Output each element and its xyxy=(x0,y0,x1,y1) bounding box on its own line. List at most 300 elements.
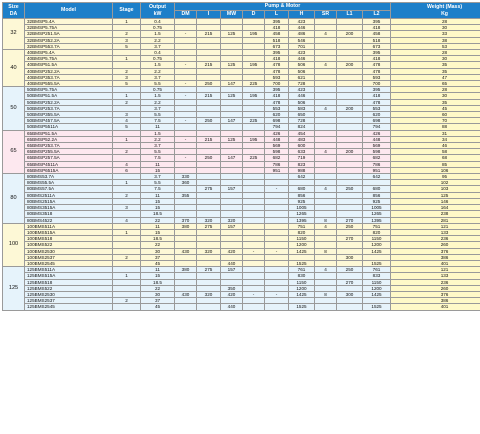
stage-cell: 4 xyxy=(113,161,141,167)
h-cell: 1525 xyxy=(289,304,315,310)
size-cell: 40 xyxy=(3,50,25,87)
l-cell: 786 xyxy=(265,161,289,167)
dm-cell xyxy=(175,304,197,310)
stage-cell: 3 xyxy=(113,112,141,118)
i-cell: 275 xyxy=(197,223,221,229)
kg-cell: 38 xyxy=(391,37,480,43)
mw-cell: 157 xyxy=(221,186,243,192)
h-cell: 423 xyxy=(289,19,315,25)
mw-cell: 157 xyxy=(221,223,243,229)
kg-cell: 28 xyxy=(391,19,480,25)
stage-cell: 2 xyxy=(113,68,141,74)
kg-cell: 103 xyxy=(391,186,480,192)
h-cell: 642 xyxy=(289,174,315,180)
kg-cell: 133 xyxy=(391,273,480,279)
size-cell: 65 xyxy=(3,130,25,173)
h-cell: 823 xyxy=(289,161,315,167)
col-pump-motor: Pump & Motor xyxy=(175,3,391,11)
model-cell: 32BMSP352.2A xyxy=(25,37,113,43)
l2-cell: 553 xyxy=(363,105,391,111)
dm-cell: 370 xyxy=(175,217,197,223)
l2-cell: 751 xyxy=(363,223,391,229)
l1-cell: 200 xyxy=(337,31,363,37)
l-cell: 598 xyxy=(265,149,289,155)
kg-cell: 133 xyxy=(391,229,480,235)
output-cell: 2.2 xyxy=(141,136,175,142)
kg-cell: 31 xyxy=(391,130,480,136)
l-cell: 518 xyxy=(265,37,289,43)
l2-cell: 794 xyxy=(363,124,391,130)
kg-cell: 236 xyxy=(391,236,480,242)
stage-cell: 1 xyxy=(113,19,141,25)
h-cell: 423 xyxy=(289,87,315,93)
output-cell: 3.7 xyxy=(141,43,175,49)
sr-cell: 4 xyxy=(315,223,337,229)
l-cell: 673 xyxy=(265,43,289,49)
output-cell: 0.75 xyxy=(141,87,175,93)
l2-cell: 925 xyxy=(363,198,391,204)
kg-cell: 386 xyxy=(391,254,480,260)
l-cell: 395 xyxy=(265,50,289,56)
l2-cell: 478 xyxy=(363,68,391,74)
d-cell: 225 xyxy=(243,81,265,87)
l-cell: 478 xyxy=(265,62,289,68)
output-cell: 11 xyxy=(141,267,175,273)
h-cell: 483 xyxy=(289,136,315,142)
l-cell: 395 xyxy=(265,87,289,93)
model-cell: 50BMSP457.5A xyxy=(25,118,113,124)
mw-cell: 440 xyxy=(221,260,243,266)
l-cell: - xyxy=(265,248,289,254)
l-cell: 593 xyxy=(265,74,289,80)
col-h: H xyxy=(289,11,315,19)
l2-cell: 700 xyxy=(363,81,391,87)
stage-cell: 3 xyxy=(113,205,141,211)
stage-cell: 2 xyxy=(113,192,141,198)
stage-cell: 2 xyxy=(113,254,141,260)
kg-cell: 376 xyxy=(391,291,480,297)
l2-cell: 698 xyxy=(363,118,391,124)
col-dm: DM xyxy=(175,11,197,19)
l1-cell: 270 xyxy=(337,279,363,285)
kg-cell: 85 xyxy=(391,161,480,167)
l2-cell: 1525 xyxy=(363,260,391,266)
d-cell: 195 xyxy=(243,31,265,37)
mw-cell: 157 xyxy=(221,267,243,273)
stage-cell: 1 xyxy=(113,56,141,62)
h-cell: 506 xyxy=(289,68,315,74)
kg-cell: 95 xyxy=(391,174,480,180)
model-cell: 65BMSP4511A xyxy=(25,161,113,167)
l2-cell: 598 xyxy=(363,149,391,155)
kg-cell: 34 xyxy=(391,136,480,142)
l2-cell: 642 xyxy=(363,174,391,180)
output-cell: 15 xyxy=(141,273,175,279)
i-cell: 320 xyxy=(197,248,221,254)
l1-cell: 200 xyxy=(337,62,363,68)
kg-cell: 35 xyxy=(391,99,480,105)
model-cell: 50BMSP355.5A xyxy=(25,112,113,118)
l-cell: 395 xyxy=(265,19,289,25)
h-cell: 701 xyxy=(289,43,315,49)
model-cell: 50BMSP51.5A xyxy=(25,93,113,99)
h-cell: 446 xyxy=(289,93,315,99)
stage-cell: 1 xyxy=(113,180,141,186)
d-cell: - xyxy=(243,248,265,254)
l1-cell: 200 xyxy=(337,105,363,111)
l-cell: 698 xyxy=(265,118,289,124)
model-cell: 125BMS511A xyxy=(25,267,113,273)
kg-cell: 401 xyxy=(391,304,480,310)
output-cell: 5.5 xyxy=(141,149,175,155)
dm-cell: 430 xyxy=(175,291,197,297)
kg-cell: 60 xyxy=(391,112,480,118)
i-cell: 250 xyxy=(197,155,221,161)
kg-cell: 68 xyxy=(391,155,480,161)
h-cell: 1150 xyxy=(289,236,315,242)
mw-cell: 125 xyxy=(221,62,243,68)
h-cell: 1395 xyxy=(289,217,315,223)
l2-cell: 1150 xyxy=(363,279,391,285)
output-cell: 15 xyxy=(141,167,175,173)
output-cell: 11 xyxy=(141,192,175,198)
kg-cell: 30 xyxy=(391,56,480,62)
l2-cell: 833 xyxy=(363,273,391,279)
col-model: Model xyxy=(25,3,113,19)
kg-cell: 238 xyxy=(391,211,480,217)
l1-cell: 200 xyxy=(337,149,363,155)
col-stage: Stage xyxy=(113,3,141,19)
kg-cell: 53 xyxy=(391,43,480,49)
stage-cell: 6 xyxy=(113,167,141,173)
l2-cell: 448 xyxy=(363,136,391,142)
l2-cell: 1525 xyxy=(363,304,391,310)
d-cell: 195 xyxy=(243,136,265,142)
model-cell: 50BMSP5.75A xyxy=(25,87,113,93)
output-cell: 15 xyxy=(141,229,175,235)
kg-cell: 47 xyxy=(391,74,480,80)
h-cell: 856 xyxy=(289,192,315,198)
size-cell: 100 xyxy=(3,223,25,266)
model-cell: 100BMS522 xyxy=(25,242,113,248)
mw-cell: 147 xyxy=(221,155,243,161)
i-cell: 215 xyxy=(197,62,221,68)
output-cell: 1.5 xyxy=(141,93,175,99)
dm-cell: 430 xyxy=(175,248,197,254)
model-cell: 40BMSP5.75A xyxy=(25,56,113,62)
mw-cell: 147 xyxy=(221,81,243,87)
table-row xyxy=(3,304,480,310)
pump-spec-table xyxy=(2,2,480,311)
l2-cell: 418 xyxy=(363,93,391,99)
h-cell: 546 xyxy=(289,37,315,43)
output-cell: 18.5 xyxy=(141,211,175,217)
stage-cell: 1 xyxy=(113,273,141,279)
l2-cell: 1200 xyxy=(363,242,391,248)
sr-cell: 8 xyxy=(315,248,337,254)
mw-cell: 420 xyxy=(221,291,243,297)
stage-cell: 2 xyxy=(113,298,141,304)
h-cell: 446 xyxy=(289,56,315,62)
kg-cell: 146 xyxy=(391,198,480,204)
output-cell: 2.2 xyxy=(141,37,175,43)
sr-cell: 8 xyxy=(315,291,337,297)
i-cell: 320 xyxy=(197,291,221,297)
output-cell: 15 xyxy=(141,198,175,204)
l-cell: 553 xyxy=(265,105,289,111)
h-cell: 1425 xyxy=(289,248,315,254)
model-cell: 125BMS518 xyxy=(25,279,113,285)
d-cell: 195 xyxy=(243,62,265,68)
output-cell: 3.7 xyxy=(141,174,175,180)
mw-cell: 350 xyxy=(221,285,243,291)
stage-cell: 4 xyxy=(113,217,141,223)
kg-cell: 121 xyxy=(391,267,480,273)
d-cell xyxy=(243,304,265,310)
stage-cell: 3 xyxy=(113,37,141,43)
kg-cell: 45 xyxy=(391,105,480,111)
mw-cell: 320 xyxy=(221,217,243,223)
h-cell: 1200 xyxy=(289,285,315,291)
h-cell: 1150 xyxy=(289,279,315,285)
model-cell: 40BMSP252.2A xyxy=(25,68,113,74)
l2-cell: 761 xyxy=(363,267,391,273)
stage-cell: 2 xyxy=(113,31,141,37)
model-cell: 100BMS511A xyxy=(25,223,113,229)
kg-cell: 33 xyxy=(391,31,480,37)
l2-cell: 1425 xyxy=(363,291,391,297)
l-cell: 478 xyxy=(265,68,289,74)
h-cell: 1265 xyxy=(289,211,315,217)
i-cell xyxy=(197,304,221,310)
h-cell: 621 xyxy=(289,74,315,80)
size-cell: 125 xyxy=(3,267,25,310)
h-cell: 423 xyxy=(289,50,315,56)
output-cell: 1.5 xyxy=(141,130,175,136)
kg-cell: 106 xyxy=(391,167,480,173)
col-mw: MW xyxy=(221,11,243,19)
kg-cell: 260 xyxy=(391,285,480,291)
output-cell: 0.4 xyxy=(141,50,175,56)
model-cell: 32BMSP553.7A xyxy=(25,43,113,49)
mw-cell: 440 xyxy=(221,304,243,310)
stage-cell: 5 xyxy=(113,81,141,87)
model-cell: 80BMS55.5A xyxy=(25,180,113,186)
l2-cell: 518 xyxy=(363,37,391,43)
output-cell: 7.5 xyxy=(141,118,175,124)
col-weight: Weight (Mass) Kg xyxy=(391,3,480,19)
col-size-da: Size DA xyxy=(3,3,25,19)
col-sr: SR xyxy=(315,11,337,19)
l2-cell: 680 xyxy=(363,186,391,192)
stage-cell: 1 xyxy=(113,229,141,235)
output-cell: 3.7 xyxy=(141,143,175,149)
stage-cell: 2 xyxy=(113,99,141,105)
h-cell: 830 xyxy=(289,273,315,279)
kg-cell: 125 xyxy=(391,192,480,198)
h-cell: 583 xyxy=(289,105,315,111)
output-cell: 5.5 xyxy=(141,112,175,118)
l2-cell: 951 xyxy=(363,167,391,173)
l-cell: 418 xyxy=(265,25,289,31)
l2-cell: 418 xyxy=(363,25,391,31)
l2-cell: 1150 xyxy=(363,236,391,242)
output-cell: 18.5 xyxy=(141,279,175,285)
d-cell: 225 xyxy=(243,118,265,124)
h-cell: 988 xyxy=(289,167,315,173)
dm-cell: 355 xyxy=(175,192,197,198)
l-cell: 458 xyxy=(265,31,289,37)
l-cell: 448 xyxy=(265,136,289,142)
sr-cell: 4 xyxy=(315,267,337,273)
mw-cell: 125 xyxy=(221,93,243,99)
l2-cell: 418 xyxy=(363,56,391,62)
output-cell: 45 xyxy=(141,304,175,310)
i-cell: 215 xyxy=(197,136,221,142)
d-cell: - xyxy=(243,291,265,297)
h-cell: 728 xyxy=(289,81,315,87)
kg-cell: 65 xyxy=(391,81,480,87)
l-cell: 951 xyxy=(265,167,289,173)
h-cell: 1525 xyxy=(289,260,315,266)
l1-cell: 300 xyxy=(337,254,363,260)
model-cell: 65BMSP253.7A xyxy=(25,143,113,149)
output-cell: 7.5 xyxy=(141,155,175,161)
model-cell: 50BMSP252.2A xyxy=(25,99,113,105)
l1-cell: 270 xyxy=(337,217,363,223)
model-cell: 80BMS53.7A xyxy=(25,174,113,180)
model-cell: 125BMS2537 xyxy=(25,298,113,304)
kg-cell: 88 xyxy=(391,124,480,130)
output-cell: 2.2 xyxy=(141,68,175,74)
l2-cell: 1395 xyxy=(363,217,391,223)
model-cell: 32BMSP5.75A xyxy=(25,25,113,31)
model-cell: 65BMSP255.5A xyxy=(25,149,113,155)
l2-cell: 820 xyxy=(363,229,391,235)
stage-cell: 4 xyxy=(113,118,141,124)
sr-cell: 4 xyxy=(315,31,337,37)
size-cell: 50 xyxy=(3,87,25,130)
col-d: D xyxy=(243,11,265,19)
model-cell: 100BMS2537 xyxy=(25,254,113,260)
col-l1: L1 xyxy=(337,11,363,19)
table-body xyxy=(3,19,480,311)
l2-cell: 620 xyxy=(363,112,391,118)
dm-cell: - xyxy=(175,62,197,68)
h-cell: 761 xyxy=(289,267,315,273)
l2-cell: 426 xyxy=(363,130,391,136)
l-cell: 682 xyxy=(265,155,289,161)
l2-cell: 478 xyxy=(363,62,391,68)
kg-cell: 35 xyxy=(391,62,480,68)
h-cell: 650 xyxy=(289,112,315,118)
model-cell: 50BMSP5511A xyxy=(25,124,113,130)
l2-cell: 395 xyxy=(363,19,391,25)
l2-cell: 458 xyxy=(363,31,391,37)
kg-cell: 30 xyxy=(391,93,480,99)
model-cell: 40BMSP353.7A xyxy=(25,74,113,80)
model-cell: 65BMSP52.2A xyxy=(25,136,113,142)
kg-cell: 386 xyxy=(391,298,480,304)
col-l2: L2 xyxy=(363,11,391,19)
output-cell: 0.75 xyxy=(141,25,175,31)
l2-cell: 395 xyxy=(363,87,391,93)
l1-cell: 300 xyxy=(337,291,363,297)
i-cell: 250 xyxy=(197,81,221,87)
sr-cell: 4 xyxy=(315,149,337,155)
dm-cell: - xyxy=(175,155,197,161)
model-cell: 80BMS3515A xyxy=(25,205,113,211)
model-cell: 65BMSP51.5A xyxy=(25,130,113,136)
output-cell: 30 xyxy=(141,248,175,254)
h-cell: 600 xyxy=(289,143,315,149)
stage-cell: 1 xyxy=(113,93,141,99)
h-cell: 751 xyxy=(289,223,315,229)
output-cell: 18.5 xyxy=(141,236,175,242)
output-cell: 1.5 xyxy=(141,62,175,68)
table-header xyxy=(3,3,480,19)
h-cell: 728 xyxy=(289,118,315,124)
kg-cell: 70 xyxy=(391,118,480,124)
output-cell: 1.5 xyxy=(141,31,175,37)
h-cell: 1200 xyxy=(289,242,315,248)
l2-cell: 1425 xyxy=(363,248,391,254)
l2-cell: 395 xyxy=(363,50,391,56)
model-cell: 125BMS2530 xyxy=(25,291,113,297)
l-cell: 418 xyxy=(265,56,289,62)
sr-cell: 4 xyxy=(315,186,337,192)
output-cell: 3.7 xyxy=(141,105,175,111)
l2-cell: 673 xyxy=(363,43,391,49)
model-cell: 125BMS515A xyxy=(25,273,113,279)
output-cell: 22 xyxy=(141,217,175,223)
kg-cell: 28 xyxy=(391,50,480,56)
l-cell: 418 xyxy=(265,93,289,99)
l1-cell: 250 xyxy=(337,223,363,229)
output-cell: 45 xyxy=(141,260,175,266)
h-cell: 1005 xyxy=(289,205,315,211)
stage-cell xyxy=(113,304,141,310)
l2-cell: 1265 xyxy=(363,211,391,217)
d-cell: 195 xyxy=(243,93,265,99)
model-cell: 100BMS2530 xyxy=(25,248,113,254)
stage-cell: 3 xyxy=(113,74,141,80)
i-cell: 275 xyxy=(197,186,221,192)
l2-cell: 569 xyxy=(363,143,391,149)
model-cell: 50BMSP253.7A xyxy=(25,105,113,111)
model-cell: 40BMSP5.4A xyxy=(25,50,113,56)
model-cell: 40BMSP51.5A xyxy=(25,62,113,68)
kg-cell: 28 xyxy=(391,87,480,93)
l2-cell: 593 xyxy=(363,74,391,80)
h-cell: 820 xyxy=(289,229,315,235)
col-l: L xyxy=(265,11,289,19)
i-cell: 215 xyxy=(197,93,221,99)
model-cell: 65BMSP257.5A xyxy=(25,155,113,161)
mw-cell: 125 xyxy=(221,136,243,142)
model-cell: 40BMSP555.5A xyxy=(25,81,113,87)
output-cell: 37 xyxy=(141,298,175,304)
dm-cell: - xyxy=(175,118,197,124)
l-cell xyxy=(265,304,289,310)
l-cell: 569 xyxy=(265,143,289,149)
output-cell: 30 xyxy=(141,291,175,297)
dm-cell: - xyxy=(175,31,197,37)
kg-cell: 401 xyxy=(391,260,480,266)
model-cell: 80BMS4522 xyxy=(25,217,113,223)
model-cell: 80BMS57.5A xyxy=(25,186,113,192)
dm-cell: 360 xyxy=(175,180,197,186)
